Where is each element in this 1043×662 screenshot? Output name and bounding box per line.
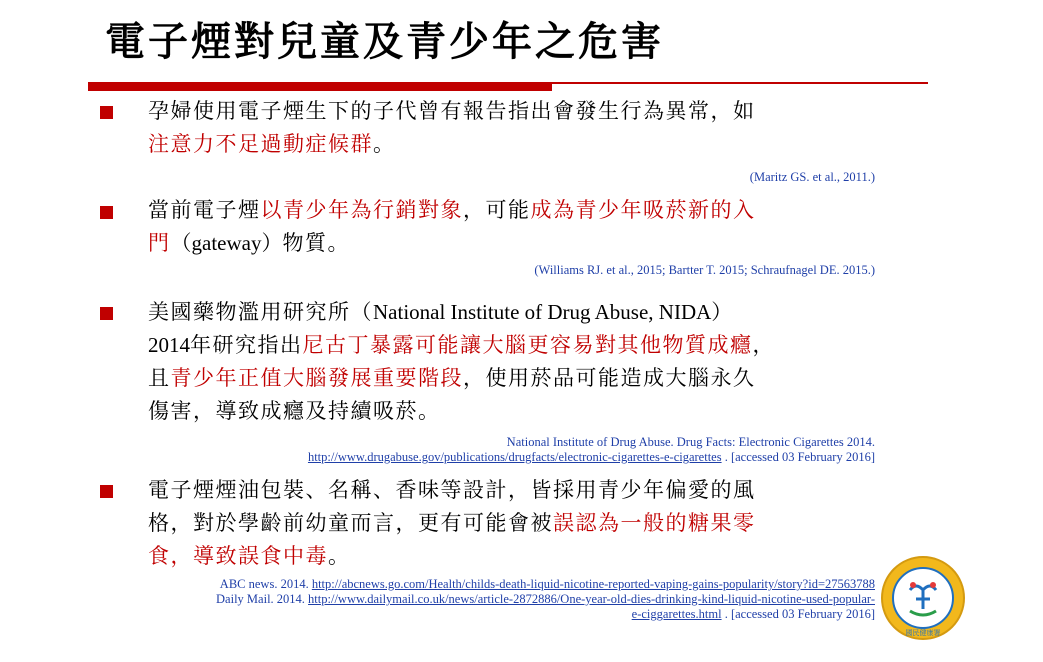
bullet-2-citation: (Williams RJ. et al., 2015; Bartter T. 2015; Schraufnagel DE. 2015.) xyxy=(534,263,875,277)
title-underline-thick xyxy=(88,82,552,91)
page-title: 電子煙對兒童及青少年之危害 xyxy=(105,18,664,65)
bullet-4-citation: ABC news. 2014. http://abcnews.go.com/Health/childs-death-liquid-nicotine-reported-vaping-gains-popularity/story?id=27563788 Daily Mail. 2014. http://www.dailymail.co.uk/news/article-2872886/One-year-old-dies-drinking-kind-liquid-nicotine-used-popular- e-ciggarettes.html . [accessed 03 February 2016] xyxy=(216,577,875,621)
bullet-1-text: 孕婦使用電子煙生下的子代曾有報告指出會發生行為異常，如 注意力不足過動症候群。 xyxy=(148,99,756,156)
health-promotion-administration-logo xyxy=(880,555,966,641)
bullet-3-citation: National Institute of Drug Abuse. Drug Facts: Electronic Cigarettes 2014. http://www.drugabuse.gov/publications/drugfacts/electronic-cigarettes-e-cigarettes . [accessed 03 February 2016] xyxy=(307,435,875,464)
bullet-square xyxy=(100,307,113,320)
daily-mail-link[interactable]: http://www.dailymail.co.uk/news/article-2872886/One-year-old-dies-drinking-kind-liquid-nicotine-used-popular- xyxy=(308,592,875,606)
bullet-4-text: 電子煙煙油包裝、名稱、香味等設計，皆採用青少年偏愛的風 格，對於學齡前幼童而言，更有可能會被誤認為一般的糖果零 食，導致誤食中毒。 xyxy=(148,478,756,568)
bullet-1-citation: (Maritz GS. et al., 2011.) xyxy=(749,170,875,184)
logo-text: 國民健康署 xyxy=(905,629,941,637)
bullet-square xyxy=(100,106,113,119)
bullet-3-text: 美國藥物濫用研究所（National Institute of Drug Abuse, NIDA） 2014年研究指出尼古丁暴露可能讓大腦更容易對其他物質成癮， 且青少年正值大腦發展重要階段，使用菸品可能造成大腦永久 傷害，導致成癮及持續吸菸。 xyxy=(148,300,775,423)
nida-link[interactable]: http://www.drugabuse.gov/publications/drugfacts/electronic-cigarettes-e-cigarettes xyxy=(307,450,722,464)
bullet-2-text: 當前電子煙以青少年為行銷對象，可能成為青少年吸菸新的入 門（gateway）物質。 xyxy=(148,198,756,255)
bullet-square xyxy=(100,206,113,219)
bullet-square xyxy=(100,485,113,498)
abc-news-link[interactable]: http://abcnews.go.com/Health/childs-death-liquid-nicotine-reported-vaping-gains-popularity/story?id=27563788 xyxy=(311,577,875,591)
daily-mail-link-cont[interactable]: e-ciggarettes.html xyxy=(631,607,722,621)
